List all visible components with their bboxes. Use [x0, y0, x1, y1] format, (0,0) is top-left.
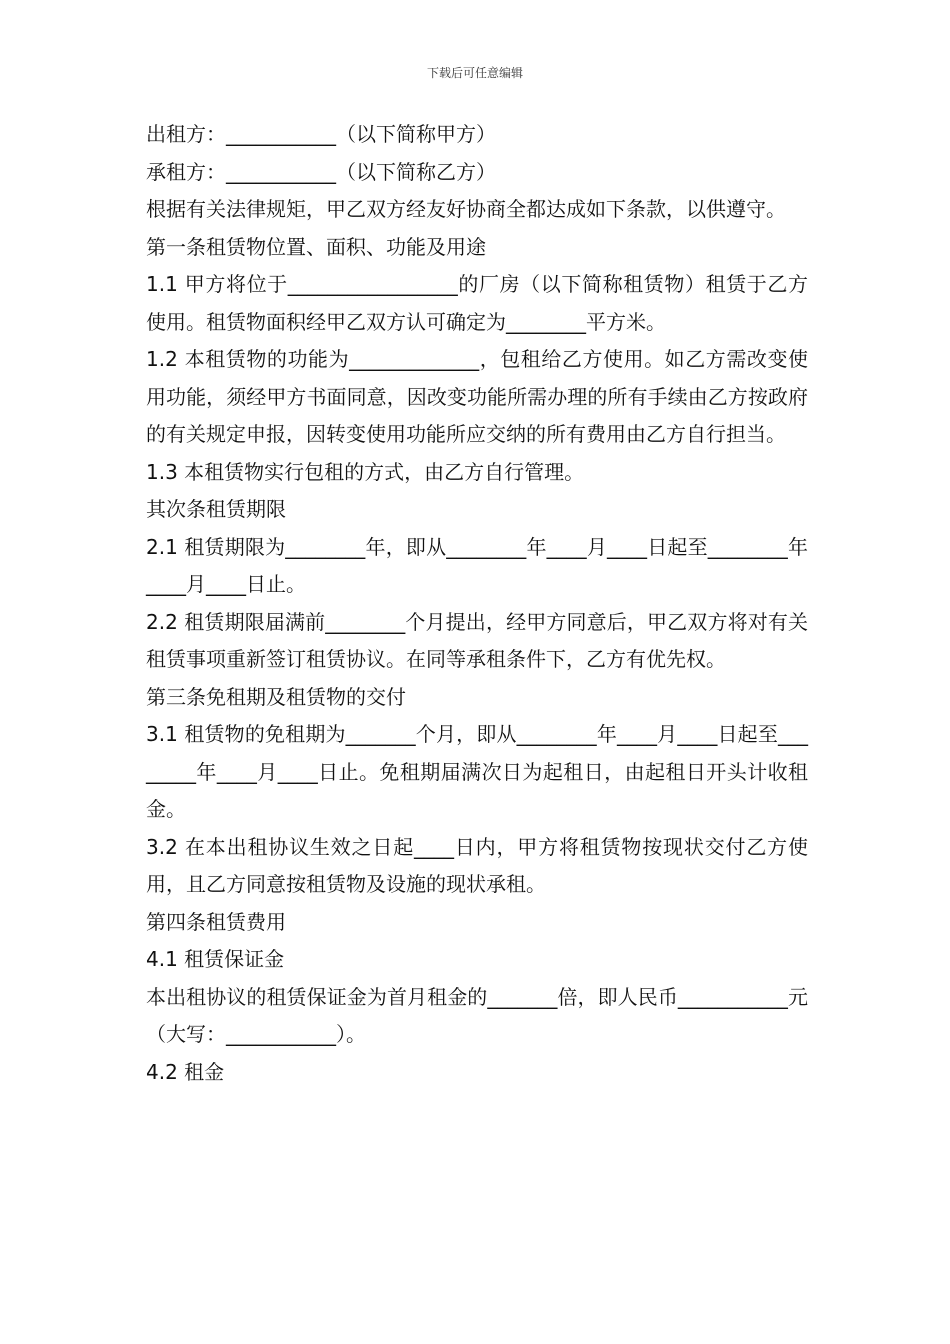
section-heading-3: 第三条免租期及租赁物的交付	[146, 684, 406, 709]
paragraph-lessee: 承租方：___________（以下简称乙方）	[146, 159, 496, 184]
page-header: 下载后可任意编辑	[426, 66, 523, 80]
clause-2-1: 2.1 租赁期限为________年，即从________年____月____日起至________年____月____日止。	[146, 534, 808, 596]
document-body	[146, 116, 808, 1091]
clause-1-3: 1.3 本租赁物实行包租的方式，由乙方自行管理。	[146, 459, 585, 484]
clause-3-2: 3.2 在本出租协议生效之日起____日内，甲方将租赁物按现状交付乙方使用，且乙方同意按租赁物及设施的现状承租。	[146, 834, 808, 896]
section-heading-1: 第一条租赁物位置、面积、功能及用途	[146, 234, 486, 259]
section-heading-2: 其次条租赁期限	[146, 497, 286, 521]
paragraph-preamble: 根据有关法律规矩，甲乙双方经友好协商全都达成如下条款，以供遵守。	[146, 197, 786, 221]
clause-1-1: 1.1 甲方将位于_________________的厂房（以下简称租赁物）租赁于乙方使用。租赁物面积经甲乙双方认可确定为________平方米。	[146, 272, 808, 334]
clause-4-2-title: 4.2 租金	[146, 1059, 225, 1084]
clause-1-2: 1.2 本租赁物的功能为_____________，包租给乙方使用。如乙方需改变使用功能，须经甲方书面同意，因改变功能所需办理的所有手续由乙方按政府的有关规定申报，因转变使用功能所应交纳的所有费用由乙方自行担当。	[146, 347, 808, 446]
clause-3-1: 3.1 租赁物的免租期为_______个月，即从________年____月____日起至________年____月____日止。免租期届满次日为起租日，由起租日开头计收租金。	[146, 722, 808, 821]
paragraph-lessor: 出租方：___________（以下简称甲方）	[146, 122, 496, 146]
clause-4-1-body: 本出租协议的租赁保证金为首月租金的_______倍，即人民币___________元（大写：___________）。	[146, 984, 808, 1046]
clause-4-1-title: 4.1 租赁保证金	[146, 947, 285, 971]
section-heading-4: 第四条租赁费用	[146, 909, 286, 934]
clause-2-2: 2.2 租赁期限届满前________个月提出，经甲方同意后，甲乙双方将对有关租赁事项重新签订租赁协议。在同等承租条件下，乙方有优先权。	[146, 609, 808, 671]
